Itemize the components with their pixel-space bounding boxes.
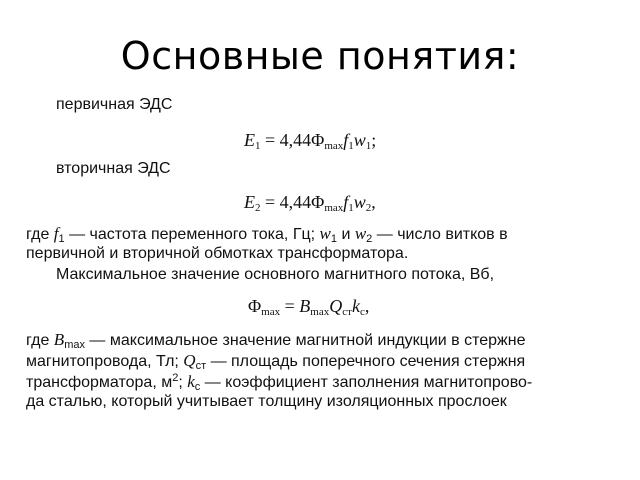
primary-emf-label: первичная ЭДС: [56, 96, 173, 113]
paragraph1-line3: Максимальное значение основного магнитного потока, Вб,: [56, 266, 495, 283]
paragraph2-line1: где $B_{max}$ — максимальное значение магнитной индукции в стержне: [26, 330, 526, 351]
paragraph1-line1: где $f_1$ — частота переменного тока, Гц; $w_1$ и $w_2$ — число витков в: [26, 224, 508, 245]
formula-secondary-emf: $E_2 = 4,44\Phi_{max}f_1w_2$,: [244, 192, 376, 214]
paragraph2-line2: магнитопровода, Тл; $Q_{ст}$ — площадь поперечного сечения стержня: [26, 351, 526, 372]
paragraph1-line2: первичной и вторичной обмотках трансформатора.: [26, 245, 409, 262]
secondary-emf-label: вторичная ЭДС: [56, 160, 171, 177]
slide-title: Основные понятия:: [120, 34, 520, 78]
formula-primary-emf: $E_1 = 4,44\Phi_{max}f_1w_1$;: [244, 130, 377, 152]
paragraph2-line4: да сталью, который учитывает толщину изоляционных прослоек: [26, 393, 507, 410]
formula-max-flux: $\Phi_{max} = B_{max}Q_{ст}k_c$,: [248, 296, 370, 318]
paragraph2-line3: трансформатора, $м^2$; $k_c$ — коэффициент заполнения магнитопрово-: [26, 372, 533, 393]
